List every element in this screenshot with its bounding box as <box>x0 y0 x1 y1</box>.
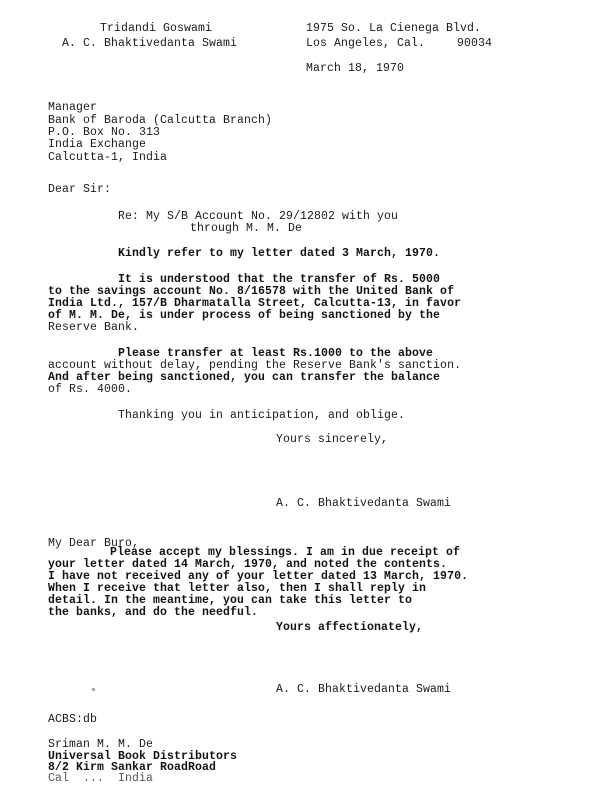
recipient-line: Calcutta-1, India <box>48 151 168 164</box>
cc-line: 8/2 Kirm Sankar RoadRoad <box>48 761 217 774</box>
paragraph-2-line: to the savings account No. 8/16578 with the United Bank of <box>48 285 455 298</box>
paragraph-3-line: of Rs. 4000. <box>48 383 133 396</box>
recipient-line: India Exchange <box>48 138 147 151</box>
cc-line: Universal Book Distributors <box>48 750 238 763</box>
letter2-body-line: detail. In the meantime, you can take this letter to <box>48 594 413 607</box>
paragraph-3-line: Please transfer at least Rs.1000 to the above <box>118 347 434 360</box>
reference-line2: through M. M. De <box>190 222 303 235</box>
paragraph-3-line: account without delay, pending the Reserve Bank's sanction. <box>48 359 462 372</box>
closing-affectionately: Yours affectionately, <box>276 621 424 634</box>
salutation: Dear Sir: <box>48 183 112 196</box>
paragraph-1: Kindly refer to my letter dated 3 March, 1970. <box>118 247 441 260</box>
signature-name-2: A. C. Bhaktivedanta Swami <box>276 683 452 696</box>
address-street: 1975 So. La Cienega Blvd. <box>306 22 482 35</box>
letter2-body-line: the banks, and do the needful. <box>48 606 259 619</box>
paragraph-2-line: It is understood that the transfer of Rs. 5000 <box>118 273 441 286</box>
address-city: Los Angeles, Cal. <box>306 37 426 50</box>
cc-line: Sriman M. M. De <box>48 738 154 751</box>
paragraph-2-line: India Ltd., 157/B Dharmatalla Street, Calcutta-13, in favor <box>48 297 462 310</box>
address-zip: 90034 <box>457 37 493 50</box>
letter-date: March 18, 1970 <box>306 62 405 75</box>
typist-initials: ACBS:db <box>48 713 98 726</box>
letter2-body-line: Please accept my blessings. I am in due receipt of <box>110 546 461 559</box>
paragraph-2-line: Reserve Bank. <box>48 321 140 334</box>
paragraph-4: Thanking you in anticipation, and oblige. <box>118 409 406 422</box>
letter2-body-line: When I receive that letter also, then I shall reply in <box>48 582 427 595</box>
recipient-line: P.O. Box No. 313 <box>48 126 161 139</box>
paragraph-2-line: of M. M. De, is under process of being sanctioned by the <box>48 309 441 322</box>
letter2-body-line: I have not received any of your letter dated 13 March, 1970. <box>48 570 469 583</box>
cc-line: Cal ... India <box>48 772 154 785</box>
sender-name-line2: A. C. Bhaktivedanta Swami <box>62 37 238 50</box>
recipient-line: Bank of Baroda (Calcutta Branch) <box>48 114 273 127</box>
paragraph-3-line: And after being sanctioned, you can transfer the balance <box>48 371 441 384</box>
closing-sincerely: Yours sincerely, <box>276 433 389 446</box>
signature-name: A. C. Bhaktivedanta Swami <box>276 497 452 510</box>
sender-name-line1: Tridandi Goswami <box>100 22 213 35</box>
ink-mark <box>92 688 95 691</box>
reference-line1: Re: My S/B Account No. 29/12802 with you <box>118 210 399 223</box>
salutation-2: My Dear Buro, <box>48 537 140 550</box>
recipient-line: Manager <box>48 101 98 114</box>
letter2-body-line: your letter dated 14 March, 1970, and noted the contents. <box>48 558 448 571</box>
